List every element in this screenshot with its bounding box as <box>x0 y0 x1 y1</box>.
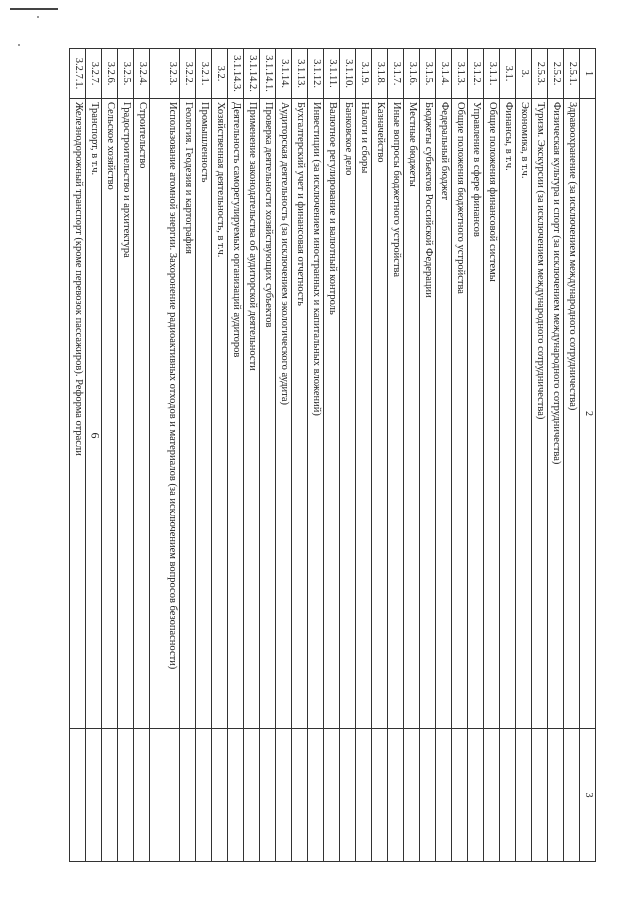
row-name-cell: Промышленность <box>196 99 212 729</box>
row-number-cell: 3.2.4. <box>134 49 150 99</box>
row-name-cell: Общие положения бюджетного устройства <box>452 99 468 729</box>
row-extra-cell <box>452 729 468 862</box>
row-extra-cell <box>308 729 324 862</box>
table-row <box>244 49 260 862</box>
row-number-cell: 3.1. <box>500 49 516 99</box>
row-number-cell: 3.1.11. <box>324 49 340 99</box>
row-name-cell: Финансы, в т.ч. <box>500 99 516 729</box>
table-row <box>86 49 102 862</box>
row-extra-cell <box>150 729 180 862</box>
row-name-cell: Банковское дело <box>340 99 356 729</box>
row-number-cell: 3.1.7. <box>388 49 404 99</box>
row-number-cell: 3.1.6. <box>404 49 420 99</box>
row-name-cell: Использование атомной энергии. Захоронение радиоактивных отходов и материалов (за исключением вопросов безопасности) <box>150 99 180 729</box>
row-number-cell: 2.5.1. <box>564 49 580 99</box>
row-number-cell: 3.1.13. <box>292 49 308 99</box>
row-name-cell: Налоги и сборы <box>356 99 372 729</box>
rotated-table-wrapper <box>73 48 596 861</box>
table-row <box>180 49 196 862</box>
classifier-table <box>69 48 596 862</box>
row-name-cell: Проверка деятельности хозяйствующих субъектов <box>260 99 276 729</box>
row-extra-cell <box>118 729 134 862</box>
row-extra-cell <box>276 729 292 862</box>
row-number-cell: 3.2.7. <box>86 49 102 99</box>
row-extra-cell <box>244 729 260 862</box>
row-extra-cell <box>102 729 118 862</box>
row-extra-cell <box>500 729 516 862</box>
row-number-cell: 3.1.3. <box>452 49 468 99</box>
table-row <box>228 49 244 862</box>
row-name-cell: Геология. Геодезия и картография <box>180 99 196 729</box>
row-name-cell: Валютное регулирование и валютный контроль <box>324 99 340 729</box>
row-number-cell: 3.1.12. <box>308 49 324 99</box>
table-row <box>356 49 372 862</box>
table-row <box>500 49 516 862</box>
row-number-cell: 3.1.14.3. <box>228 49 244 99</box>
row-name-cell: Применение законодательства об аудиторской деятельности <box>244 99 260 729</box>
row-name-cell: Сельское хозяйство <box>102 99 118 729</box>
row-extra-cell <box>70 729 86 862</box>
row-name-cell: Иные вопросы бюджетного устройства <box>388 99 404 729</box>
row-name-cell: Казначейство <box>372 99 388 729</box>
row-name-cell: Градостроительство и архитектура <box>118 99 134 729</box>
table-row <box>212 49 228 862</box>
row-extra-cell <box>468 729 484 862</box>
table-row <box>388 49 404 862</box>
row-number-cell: 2.5.3. <box>532 49 548 99</box>
row-number-cell: 3.2.7.1. <box>70 49 86 99</box>
row-number-cell: 3.1.10. <box>340 49 356 99</box>
row-name-cell: Железнодорожный транспорт (кроме перевозок пассажиров). Реформа отрасли <box>70 99 86 729</box>
row-number-cell: 3.1.9. <box>356 49 372 99</box>
table-row <box>150 49 180 862</box>
table-row <box>260 49 276 862</box>
row-extra-cell <box>404 729 420 862</box>
row-name-cell: Управление в сфере финансов <box>468 99 484 729</box>
row-number-cell: 3.1.1. <box>484 49 500 99</box>
row-extra-cell <box>436 729 452 862</box>
row-extra-cell <box>180 729 196 862</box>
row-number-cell: 3.2.3. <box>150 49 180 99</box>
scan-speck <box>18 44 20 46</box>
row-name-cell: Бюджеты субъектов Российской Федерации <box>420 99 436 729</box>
row-name-cell: Экономика, в т.ч. <box>516 99 532 729</box>
row-number-cell: 3.1.14.2. <box>244 49 260 99</box>
row-number-cell: 2.5.2. <box>548 49 564 99</box>
row-extra-cell <box>356 729 372 862</box>
row-extra-cell <box>564 729 580 862</box>
row-number-cell: 3.2.5. <box>118 49 134 99</box>
table-row <box>324 49 340 862</box>
row-number-cell: 3.2.6. <box>102 49 118 99</box>
row-number-cell: 3.1.2. <box>468 49 484 99</box>
table-row <box>532 49 548 862</box>
row-number-cell: 3.2.1. <box>196 49 212 99</box>
row-name-cell: Физическая культура и спорт (за исключением международного сотрудничества) <box>548 99 564 729</box>
table-row <box>276 49 292 862</box>
row-extra-cell <box>548 729 564 862</box>
row-extra-cell <box>340 729 356 862</box>
table-row <box>436 49 452 862</box>
row-name-cell: Бухгалтерский учет и финансовая отчетность <box>292 99 308 729</box>
row-number-cell: 3.1.8. <box>372 49 388 99</box>
row-name-cell: Здравоохранение (за исключением международного сотрудничества) <box>564 99 580 729</box>
row-number-cell: 3. <box>516 49 532 99</box>
column-header-name: 2 <box>580 99 596 729</box>
page-number: 6 <box>88 432 103 439</box>
row-number-cell: 3.2. <box>212 49 228 99</box>
table-row <box>102 49 118 862</box>
row-extra-cell <box>196 729 212 862</box>
row-number-cell: 3.1.14. <box>276 49 292 99</box>
column-header-number: 1 <box>580 49 596 99</box>
table-row <box>292 49 308 862</box>
table-row <box>468 49 484 862</box>
table-row <box>308 49 324 862</box>
row-name-cell: Аудиторская деятельность (за исключением экологического аудита) <box>276 99 292 729</box>
table-row <box>134 49 150 862</box>
table-row <box>420 49 436 862</box>
row-extra-cell <box>372 729 388 862</box>
row-name-cell: Федеральный бюджет <box>436 99 452 729</box>
table-row <box>548 49 564 862</box>
row-name-cell: Строительство <box>134 99 150 729</box>
table-row <box>516 49 532 862</box>
table-row <box>452 49 468 862</box>
column-header-extra: 3 <box>580 729 596 862</box>
row-name-cell: Хозяйственная деятельность, в т.ч. <box>212 99 228 729</box>
row-number-cell: 3.1.5. <box>420 49 436 99</box>
row-extra-cell <box>212 729 228 862</box>
table-row <box>484 49 500 862</box>
table-row <box>196 49 212 862</box>
table-row <box>340 49 356 862</box>
row-extra-cell <box>532 729 548 862</box>
row-extra-cell <box>324 729 340 862</box>
row-name-cell: Инвестиции (за исключением иностранных и капитальных вложений) <box>308 99 324 729</box>
table-row <box>372 49 388 862</box>
row-extra-cell <box>388 729 404 862</box>
scan-speck <box>37 16 39 18</box>
row-name-cell: Местные бюджеты <box>404 99 420 729</box>
row-extra-cell <box>484 729 500 862</box>
row-number-cell: 3.1.4. <box>436 49 452 99</box>
row-extra-cell <box>292 729 308 862</box>
table-row <box>564 49 580 862</box>
row-name-cell: Туризм. Экскурсии (за исключением международного сотрудничества) <box>532 99 548 729</box>
table-row <box>404 49 420 862</box>
row-number-cell: 3.1.14.1. <box>260 49 276 99</box>
row-extra-cell <box>260 729 276 862</box>
row-number-cell: 3.2.2. <box>180 49 196 99</box>
row-name-cell: Общие положения финансовой системы <box>484 99 500 729</box>
row-extra-cell <box>86 729 102 862</box>
row-extra-cell <box>228 729 244 862</box>
row-name-cell: Деятельность саморегулируемых организаций аудиторов <box>228 99 244 729</box>
row-name-cell: Транспорт, в т.ч. <box>86 99 102 729</box>
row-extra-cell <box>134 729 150 862</box>
table-header-row <box>580 49 596 862</box>
table-row <box>70 49 86 862</box>
row-extra-cell <box>420 729 436 862</box>
row-extra-cell <box>516 729 532 862</box>
table-row <box>118 49 134 862</box>
top-rule <box>10 8 58 10</box>
